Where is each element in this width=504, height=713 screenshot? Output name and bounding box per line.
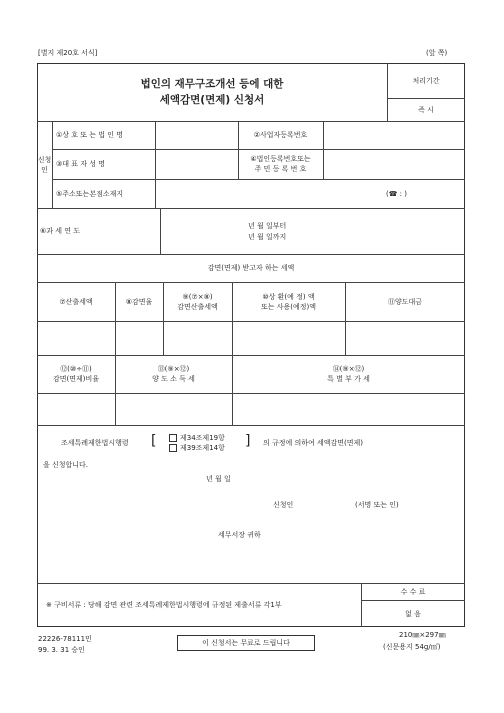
- option-clause-14-checkbox[interactable]: [169, 444, 177, 452]
- repayment-amount-field[interactable]: [233, 322, 344, 354]
- application-date[interactable]: 년 월 일: [206, 475, 231, 483]
- transfer-income-tax-field[interactable]: [116, 394, 231, 424]
- document-code: 22226-78111민: [38, 635, 92, 643]
- processing-period-value: 즉 시: [418, 105, 434, 114]
- applicant-section-label: 신청인: [37, 155, 52, 174]
- col-exemption-ratio: [37, 355, 115, 393]
- reduced-calc-tax-field[interactable]: [164, 322, 231, 354]
- company-name-field[interactable]: [156, 122, 237, 148]
- col-transfer-income-tax: [115, 355, 232, 393]
- fee-label: 수 수 료: [400, 587, 426, 596]
- law-reference-prefix: 조세특례제한법시행령: [61, 439, 129, 447]
- processing-period-label: 처리기간: [412, 76, 440, 85]
- addressee: 세무서장 귀하: [218, 531, 261, 539]
- col-special-surtax-line2: 특 별 부 가 세: [327, 375, 370, 383]
- tax-year-label: ⑥과 세 연 도: [40, 227, 80, 235]
- col-transfer-price: ⑪양도대금: [387, 297, 423, 306]
- col-reduced-calc-tax-line1: ⑨(⑦×⑧): [182, 292, 213, 301]
- col-transfer-income-tax-line2: 양 도 소 득 세: [152, 375, 195, 383]
- col-reduction-rate: ⑧감면율: [125, 297, 153, 306]
- col-calculated-tax: ⑦산출세액: [59, 297, 93, 306]
- business-reg-number-label: ②사업자등록번호: [253, 131, 308, 139]
- col-special-surtax-line1: ⑭(⑨×⑫): [332, 365, 365, 373]
- applicant-signature-label: 신청인: [273, 501, 294, 509]
- option-clause-19[interactable]: [169, 433, 225, 443]
- paper-type: (신문용지 54g/㎡): [383, 643, 441, 651]
- form-number-label: [별지 제20호 서식]: [38, 49, 98, 57]
- col-reduced-calc-tax-line2: 감면산출세액: [177, 302, 218, 311]
- col-repayment-amount: [232, 282, 345, 321]
- representative-name-label: ③대 표 자 성 명: [56, 160, 105, 168]
- company-name-label: ①상 호 또 는 법 인 명: [56, 131, 123, 139]
- transfer-price-field[interactable]: [346, 322, 464, 354]
- option-clause-19-checkbox[interactable]: [169, 434, 177, 442]
- corp-reg-number-field[interactable]: [324, 150, 464, 178]
- address-field[interactable]: [156, 180, 386, 207]
- calculated-tax-field[interactable]: [38, 322, 114, 354]
- option-clause-14[interactable]: [169, 443, 225, 453]
- tax-year-from[interactable]: 년 월 일부터: [248, 222, 287, 230]
- fee-value: 없 음: [405, 609, 421, 618]
- reduction-heading: 감면(면제) 받고자 하는 세액: [207, 264, 295, 272]
- col-repayment-amount-line1: ⑩상 환(예 정) 액: [262, 292, 315, 301]
- business-reg-number-field[interactable]: [324, 122, 464, 148]
- col-reduced-calc-tax: [163, 282, 232, 321]
- col-special-surtax: [232, 355, 465, 393]
- approval-date: 99. 3. 31 승인: [38, 646, 85, 654]
- attachments-note: ※ 구비서류 : 당해 감면 관련 조세특례제한법시행령에 규정된 제출서류 각1부: [46, 601, 282, 609]
- special-surtax-field[interactable]: [233, 394, 464, 424]
- declaration-line2: 을 신청합니다.: [43, 461, 89, 469]
- left-bracket: [: [151, 433, 157, 449]
- exemption-ratio-field[interactable]: [38, 394, 114, 424]
- tax-year-to[interactable]: 년 월 일까지: [248, 233, 287, 241]
- free-distribution-notice: 이 신청서는 무료로 드립니다: [177, 635, 315, 651]
- col-exemption-ratio-line1: ⑫(⑩÷⑪): [60, 365, 92, 373]
- phone-label: (☎ : ): [386, 189, 407, 198]
- address-label: ⑤주소또는본점소재지: [56, 189, 124, 198]
- page-side-label: (앞 쪽): [426, 49, 448, 57]
- form-title: [37, 63, 387, 121]
- form-title-line1: 법인의 재무구조개선 등에 대한: [140, 78, 284, 90]
- corp-reg-number-label-line2: 주 민 등 록 번 호: [254, 165, 307, 173]
- corp-reg-number-label-line1: ④법인등록번호또는: [250, 155, 311, 163]
- signature-note: (서명 또는 인): [355, 501, 399, 509]
- col-exemption-ratio-line2: 감면(면제)비율: [52, 375, 100, 383]
- form-title-line2: 세액감면(면제) 신청서: [159, 94, 265, 106]
- col-transfer-income-tax-line1: ⑬(⑨×⑫): [157, 365, 190, 373]
- paper-size: 210㎜×297㎜: [399, 631, 446, 639]
- option-clause-19-label: 제34조제19항: [180, 434, 225, 442]
- col-repayment-amount-line2: 또는 사용(예정)액: [260, 302, 317, 311]
- representative-name-field[interactable]: [156, 150, 237, 178]
- law-reference-suffix: 의 규정에 의하여 세액감면(면제): [263, 439, 364, 447]
- corp-reg-number-label: [238, 149, 323, 179]
- option-clause-14-label: 제39조제14항: [180, 444, 225, 452]
- reduction-rate-field[interactable]: [116, 322, 162, 354]
- right-bracket: ]: [245, 433, 251, 449]
